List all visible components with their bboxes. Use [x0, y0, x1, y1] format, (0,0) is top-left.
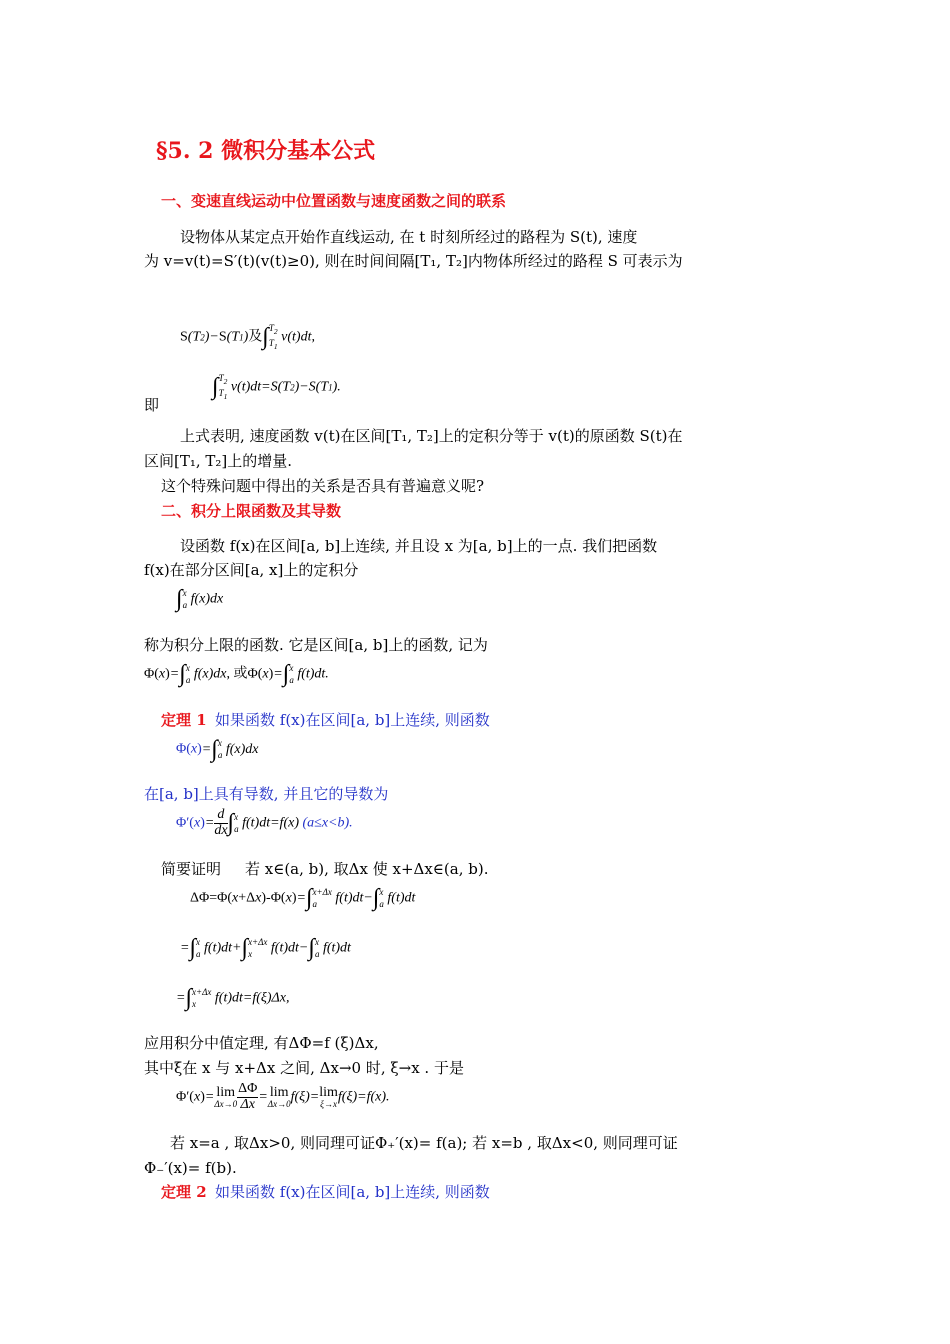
page-title: §5. 2 微积分基本公式 — [156, 138, 376, 164]
paragraph-2-line-2: 区间[T₁, T₂]上的增量. — [144, 452, 293, 470]
section-heading-1: 一、变速直线运动中位置函数与速度函数之间的联系 — [161, 192, 507, 210]
equation-1: S(T2)−S(T1)及$\int T_2$ $T_1$ v(t)dt, — [180, 323, 315, 352]
theorem-1-continuation: 在[a, b]上具有导数, 并且它的导数为 — [144, 785, 389, 803]
equation-2: $\int T_2$ $T_1$ v(t)dt=S(T2)−S(T1). — [212, 373, 341, 402]
equation-9: =∫x+Δx x f(t)dt=f(ξ)Δx, — [176, 985, 290, 1011]
paragraph-5: 称为积分上限的函数. 它是区间[a, b]上的函数, 记为 — [144, 636, 488, 654]
paragraph-8-line-1: 若 x=a , 取Δx>0, 则同理可证Φ₊′(x)= f(a); 若 x=b , 取Δx<0, 则同理可证 — [170, 1134, 678, 1152]
paragraph-1-line-1: 设物体从某定点开始作直线运动, 在 t 时刻所经过的路程为 S(t), 速度 — [180, 228, 638, 246]
section-heading-2: 二、积分上限函数及其导数 — [161, 502, 342, 520]
paragraph-8-line-2: Φ₋′(x)= f(b). — [144, 1159, 237, 1177]
paragraph-1-line-2: 为 v=v(t)=S′(t)(v(t)≥0), 则在时间间隔[T₁, T₂]内物体所经过的路程 S 可表示为 — [144, 252, 683, 270]
equation-7: ΔΦ=Φ(x+Δx)-Φ(x)=∫x+Δx a f(t)dt−∫x a f(t)dt — [190, 885, 416, 911]
equation-6: Φ′(x)= $\frac{d}{dx}$ ∫x a f(t)dt=f(x) (a≤x<b). — [176, 807, 353, 838]
paragraph-2-line-1: 上式表明, 速度函数 v(t)在区间[T₁, T₂]上的定积分等于 v(t)的原函数 S(t)在 — [180, 427, 683, 445]
proof-label: 简要证明 — [161, 860, 222, 878]
proof-text: 若 x∈(a, b), 取Δx 使 x+Δx∈(a, b). — [245, 860, 489, 878]
theorem-1-text: 如果函数 f(x)在区间[a, b]上连续, 则函数 — [215, 711, 490, 729]
theorem-2-text: 如果函数 f(x)在区间[a, b]上连续, 则函数 — [215, 1183, 490, 1201]
equation-8: =∫x a f(t)dt+∫x+Δx x f(t)dt−∫x a f(t)dt — [180, 935, 351, 961]
ji-label: 即 — [144, 396, 160, 414]
theorem-2-label: 定理 2 — [161, 1183, 207, 1201]
equation-4: Φ(x)=∫x a f(x)dx, 或Φ(x)=∫x a f(t)dt. — [144, 661, 329, 687]
paragraph-7: 其中ξ在 x 与 x+Δx 之间, Δx→0 时, ξ→x . 于是 — [144, 1059, 464, 1077]
paragraph-6: 应用积分中值定理, 有ΔΦ=f (ξ)Δx, — [144, 1034, 379, 1052]
equation-10: Φ′(x)= lim Δx→0 $\frac{\Delta\Phi}{\Delta x}$ = lim Δx→0 f(ξ)=lim ξ→x f(ξ)=f(x). — [176, 1081, 390, 1112]
paragraph-3: 这个特殊问题中得出的关系是否具有普遍意义呢? — [161, 477, 485, 495]
theorem-1-label: 定理 1 — [161, 711, 207, 729]
equation-5: Φ(x)=∫x a f(x)dx — [176, 736, 259, 762]
paragraph-4-line-1: 设函数 f(x)在区间[a, b]上连续, 并且设 x 为[a, b]上的一点. 我们把函数 — [180, 537, 658, 555]
paragraph-4-line-2: f(x)在部分区间[a, x]上的定积分 — [144, 561, 359, 579]
equation-3: ∫x a f(x)dx — [176, 586, 224, 612]
